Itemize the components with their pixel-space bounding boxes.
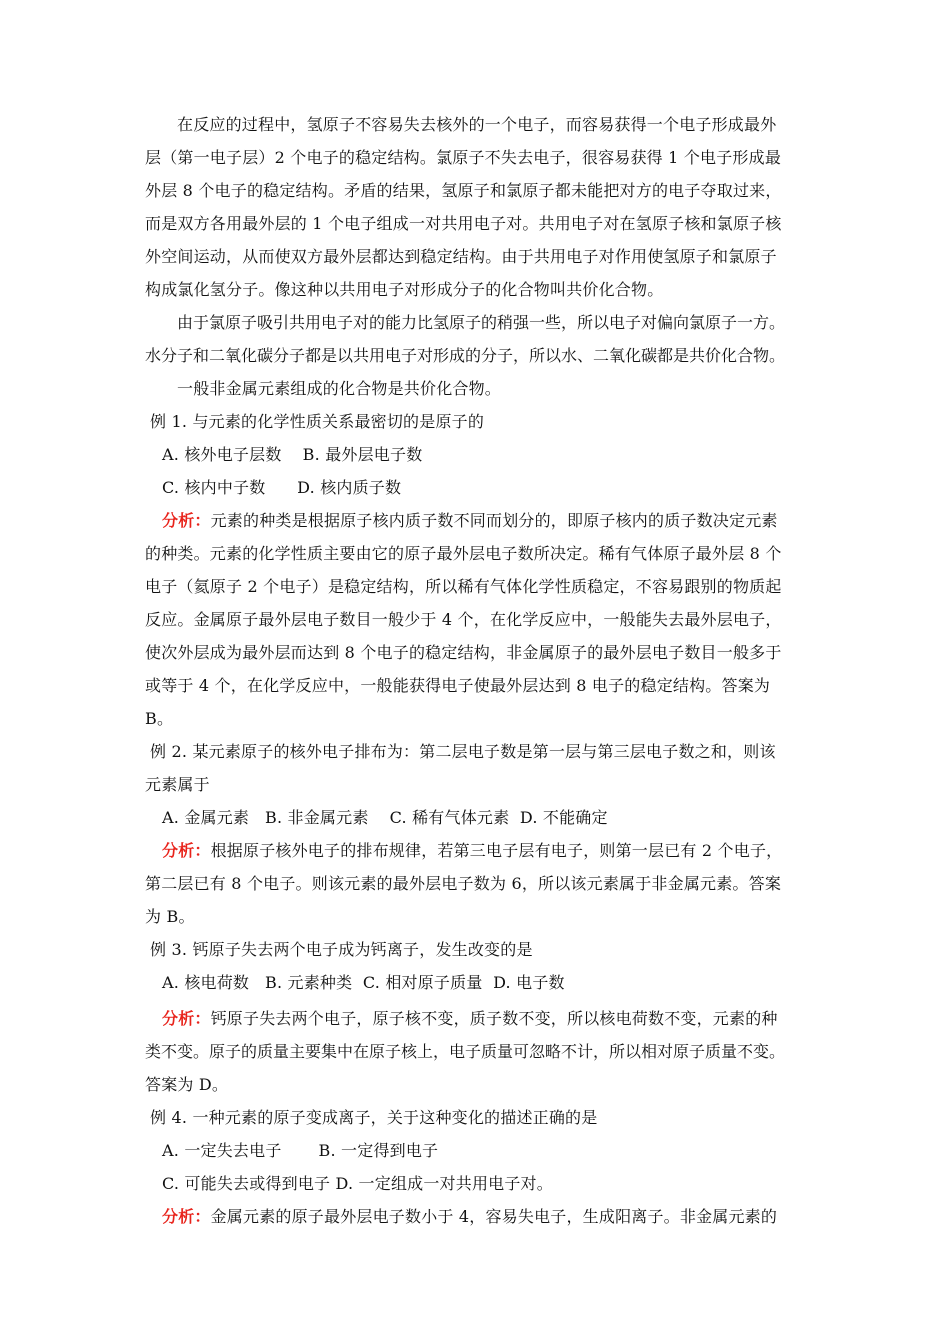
analysis-text: 金属元素的原子最外层电子数小于 4，容易失电子，生成阳离子。非金属元素的 bbox=[210, 1207, 778, 1226]
intro-line: 而是双方各用最外层的 1 个电子组成一对共用电子对。共用电子对在氢原子核和氯原子核 bbox=[145, 214, 782, 233]
intro-line: 层（第一电子层）2 个电子的稳定结构。氯原子不失去电子，很容易获得 1 个电子形成最 bbox=[145, 148, 782, 167]
example-2-analysis-first-line bbox=[162, 840, 782, 862]
example-2-analysis-line: 为 B。 bbox=[145, 907, 195, 926]
example-1-question: 例 1. 与元素的化学性质关系最密切的是原子的 bbox=[150, 412, 485, 431]
analysis-label: 分析： bbox=[162, 511, 211, 530]
example-1-analysis-line: 使次外层成为最外层而达到 8 个电子的稳定结构，非金属原子的最外层电子数目一般多于 bbox=[145, 643, 782, 662]
intro-line: 一般非金属元素组成的化合物是共价化合物。 bbox=[177, 379, 502, 398]
example-2-question: 例 2. 某元素原子的核外电子排布为：第二层电子数是第一层与第三层电子数之和，则该 bbox=[150, 742, 776, 761]
example-4-options: C. 可能失去或得到电子 D. 一定组成一对共用电子对。 bbox=[162, 1174, 553, 1193]
analysis-label: 分析： bbox=[162, 1207, 211, 1226]
example-3-analysis-line: 类不变。原子的质量主要集中在原子核上，电子质量可忽略不计，所以相对原子质量不变。 bbox=[145, 1042, 786, 1061]
intro-line: 外空间运动，从而使双方最外层都达到稳定结构。由于共用电子对作用使氢原子和氯原子 bbox=[145, 247, 777, 266]
example-4-question: 例 4. 一种元素的原子变成离子，关于这种变化的描述正确的是 bbox=[150, 1108, 598, 1127]
analysis-label: 分析： bbox=[162, 841, 211, 860]
example-2-question: 元素属于 bbox=[145, 775, 210, 794]
example-3-options: A. 核电荷数 B. 元素种类 C. 相对原子质量 D. 电子数 bbox=[162, 973, 565, 992]
example-3-question: 例 3. 钙原子失去两个电子成为钙离子，发生改变的是 bbox=[150, 940, 533, 959]
example-1-analysis-line: 或等于 4 个，在化学反应中，一般能获得电子使最外层达到 8 电子的稳定结构。答案为 bbox=[145, 676, 771, 695]
example-4-analysis-first-line bbox=[162, 1206, 777, 1228]
intro-line: 构成氯化氢分子。像这种以共用电子对形成分子的化合物叫共价化合物。 bbox=[145, 280, 664, 299]
example-1-analysis-line: B。 bbox=[145, 709, 174, 728]
example-1-analysis-line: 反应。金属原子最外层电子数目一般少于 4 个，在化学反应中，一般能失去最外层电子， bbox=[145, 610, 782, 629]
intro-line: 在反应的过程中，氢原子不容易失去核外的一个电子，而容易获得一个电子形成最外 bbox=[177, 115, 777, 134]
example-1-options: C. 核内中子数 D. 核内质子数 bbox=[162, 478, 402, 497]
intro-line: 由于氯原子吸引共用电子对的能力比氢原子的稍强一些，所以电子对偏向氯原子一方。 bbox=[177, 313, 786, 332]
example-1-analysis-line: 电子（氦原子 2 个电子）是稳定结构，所以稀有气体化学性质稳定，不容易跟别的物质起 bbox=[145, 577, 782, 596]
analysis-text: 钙原子失去两个电子，原子核不变，质子数不变，所以核电荷数不变，元素的种 bbox=[210, 1009, 778, 1028]
example-2-analysis-line: 第二层已有 8 个电子。则该元素的最外层电子数为 6，所以该元素属于非金属元素。答案 bbox=[145, 874, 782, 893]
analysis-text: 根据原子核外电子的排布规律，若第三电子层有电子，则第一层已有 2 个电子， bbox=[210, 841, 783, 860]
intro-line: 水分子和二氧化碳分子都是以共用电子对形成的分子，所以水、二氧化碳都是共价化合物。 bbox=[145, 346, 786, 365]
example-1-analysis-line: 的种类。元素的化学性质主要由它的原子最外层电子数所决定。稀有气体原子最外层 8 个 bbox=[145, 544, 782, 563]
intro-line: 外层 8 个电子的稳定结构。矛盾的结果，氢原子和氯原子都未能把对方的电子夺取过来， bbox=[145, 181, 782, 200]
example-3-analysis-first-line bbox=[162, 1008, 778, 1030]
example-3-analysis-line: 答案为 D。 bbox=[145, 1075, 229, 1094]
analysis-label: 分析： bbox=[162, 1009, 211, 1028]
analysis-text: 元素的种类是根据原子核内质子数不同而划分的，即原子核内的质子数决定元素 bbox=[210, 511, 778, 530]
example-2-options: A. 金属元素 B. 非金属元素 C. 稀有气体元素 D. 不能确定 bbox=[162, 808, 608, 827]
example-1-analysis-first-line bbox=[162, 510, 778, 532]
example-1-options: A. 核外电子层数 B. 最外层电子数 bbox=[162, 445, 423, 464]
example-4-options: A. 一定失去电子 B. 一定得到电子 bbox=[162, 1141, 439, 1160]
